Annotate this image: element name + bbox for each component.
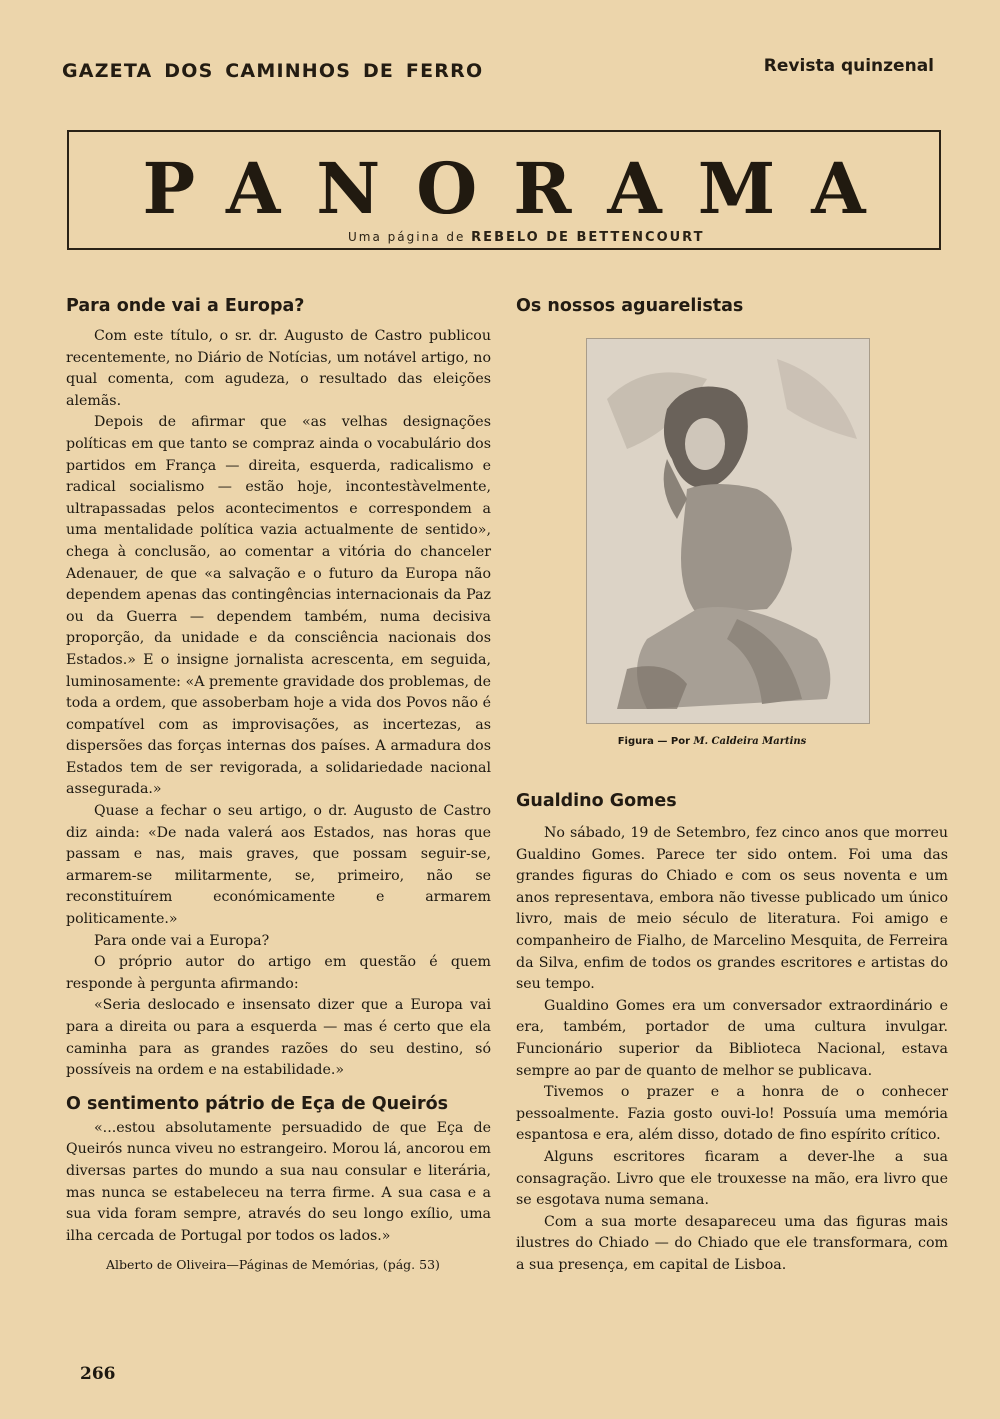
byline-prefix: Uma página de [348, 230, 466, 244]
quote-attribution: Alberto de Oliveira—Páginas de Memórias, (pág. 53) [106, 1257, 440, 1273]
watercolor-figure-image [586, 338, 870, 724]
left-column [66, 296, 491, 1272]
paragraph: Quase a fechar o seu artigo, o dr. Augusto de Castro diz ainda: «De nada valerá aos Estados, nas horas que passam e nas, mais graves, que possam seguir-se, armarem-se militarmente, se, primeiro, não se reconstituírem económicamente e armarem politicamente.» [66, 803, 491, 928]
paragraph: Gualdino Gomes era um conversador extraordinário e era, também, portador de uma cultura invulgar. Funcionário superior da Biblioteca Nacional, estava sempre ao par de quanto de melhor se publicava. [516, 997, 948, 1079]
article-heading-aguarelistas: Os nossos aguarelistas [516, 296, 744, 316]
article-heading-gualdino: Gualdino Gomes [516, 791, 677, 811]
paragraph: No sábado, 19 de Setembro, fez cinco anos que morreu Gualdino Gomes. Parece ter sido ontem. Foi uma das grandes figuras do Chiado e com os seus noventa e um anos representava, embora não tivesse publicado um único livro, mais de meio século de literatura. Foi amigo e companheiro de Fialho, de Marcelino Mesquita, de Ferreira da Silva, enfim de todos os grandes escritores e artistas do seu tempo. [516, 825, 948, 993]
article-heading-eca: O sentimento pátrio de Eça de Queirós [66, 1093, 449, 1114]
masthead-title: PANORAMA [142, 147, 902, 230]
paragraph: Tivemos o prazer e a honra de o conhecer pessoalmente. Fazia gosto ouvi-lo! Possuía uma memória espantosa e era, além disso, dotado de fino espírito crítico. [516, 1084, 948, 1144]
quote-paragraph: «...estou absolutamente persuadido de que Eça de Queirós nunca viveu no estrangeiro. Morou lá, ancorou em diversas partes do mundo a sua nau consular e literária, mas nunca se estabeleceu na terra firme. A sua casa e a sua vida foram sempre, através do seu longo exílio, uma ilha cercada de Portugal por todos os lados.» [66, 1119, 491, 1244]
paragraph: Para onde vai a Europa? [94, 932, 270, 949]
right-column [516, 296, 948, 1276]
paragraph: Alguns escritores ficaram a dever-lhe a sua consagração. Livro que ele trouxesse na mão, era livro que se esgotava numa semana. [516, 1148, 948, 1209]
caption-prefix: Figura — Por [617, 736, 691, 747]
caption-author: M. Caldeira Martins [693, 736, 807, 747]
article-heading-europa: Para onde vai a Europa? [66, 296, 305, 316]
paragraph: O próprio autor do artigo em questão é quem responde à pergunta afirmando: [66, 954, 491, 992]
page-number: 266 [80, 1364, 116, 1384]
paragraph: «Seria deslocado e insensato dizer que a Europa vai para a direita ou para a esquerda — mas é certo que ela caminha para as grandes razões do seu destino, só possíveis na ordem e na estabilidade.» [66, 997, 491, 1079]
figure-caption [516, 736, 948, 747]
publication-frequency: Revista quinzenal [763, 56, 934, 76]
publication-name: GAZETA DOS CAMINHOS DE FERRO [62, 60, 484, 82]
masthead-byline [340, 230, 816, 245]
byline-author: REBELO DE BETTENCOURT [471, 230, 705, 245]
paragraph: Com este título, o sr. dr. Augusto de Castro publicou recentemente, no Diário de Notícias, um notável artigo, no qual comenta, com agudeza, o resultado das eleições alemãs. [66, 328, 491, 409]
paragraph: Depois de afirmar que «as velhas designações políticas em que tanto se compraz ainda o vocabulário dos partidos em França — direita, esquerda, radicalismo e radical socialismo — estão hoje, incontestàvelmente, ultrapassadas pelos acontecimentos e correspondem a uma mentalidade política vazia actualmente de sentido», chega à conclusão, ao comentar a vitória do chanceler Adenauer, de que «a salvação e o futuro da Europa não dependem apenas das contingências internacionais da Paz ou da Guerra — dependem também, numa decisiva proporção, da unidade e da consciência nacionais dos Estados.» E o insigne jornalista acrescenta, em seguida, luminosamente: «A premente gravidade dos problemas, de toda a ordem, que assoberbam hoje a vida dos Povos não é compatível com as improvisações, as incertezas, as dispersões das forças internas dos países. A armadura dos Estados tem de ser revigorada, a solidariedade nacional assegurada.» [66, 414, 491, 798]
paragraph: Com a sua morte desapareceu uma das figuras mais ilustres do Chiado — do Chiado que ele transformara, com a sua presença, em capital de Lisboa. [516, 1213, 948, 1273]
